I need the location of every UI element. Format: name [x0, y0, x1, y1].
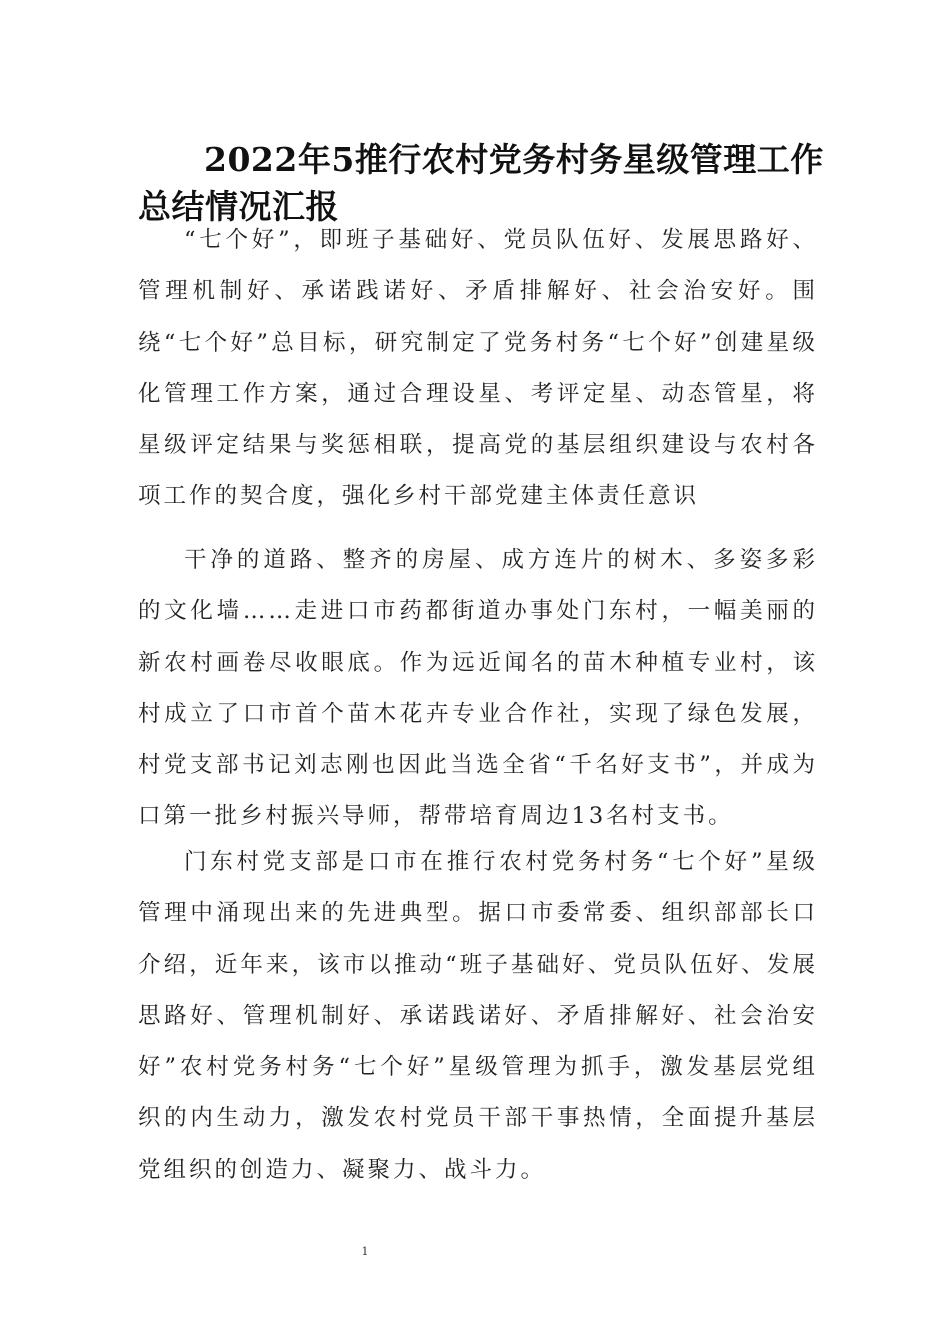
paragraph-mendong-village: 干净的道路、整齐的房屋、成方连片的树木、多姿多彩的文化墙……走进口市药都街道办事处门东村，一幅美丽的新农村画卷尽收眼底。作为远近闻名的苗木种植专业村，该村成立了口市首个苗木花卉专业合作社，实现了绿色发展，村党支部书记刘志刚也因此当选全省“千名好支书”，并成为口第一批乡村振兴导师，帮带培育周边13名村支书。 — [138, 547, 818, 830]
page-number: 1 — [361, 1245, 369, 1258]
document-title: 2022年5推行农村党务村务星级管理工作总结情况汇报 — [138, 140, 824, 226]
paragraph-party-branch-model: 门东村党支部是口市在推行农村党务村务“七个好”星级管理中涌现出来的先进典型。据口市委常委、组织部部长口介绍，近年来，该市以推动“班子基础好、党员队伍好、发展思路好、管理机制好、承诺践诺好、矛盾排解好、社会治安好”农村党务村务“七个好”星级管理为抓手，激发基层党组织的内生动力，激发农村党员干部干事热情，全面提升基层党组织的创造力、凝聚力、战斗力。 — [138, 849, 818, 1183]
paragraph-seven-goods-definition: “七个好”，即班子基础好、党员队伍好、发展思路好、管理机制好、承诺践诺好、矛盾排解好、社会治安好。围绕“七个好”总目标，研究制定了党务村务“七个好”创建星级化管理工作方案，通过合理设星、考评定星、动态管星，将星级评定结果与奖惩相联，提高党的基层组织建设与农村各项工作的契合度，强化乡村干部党建主体责任意识 — [138, 227, 818, 510]
